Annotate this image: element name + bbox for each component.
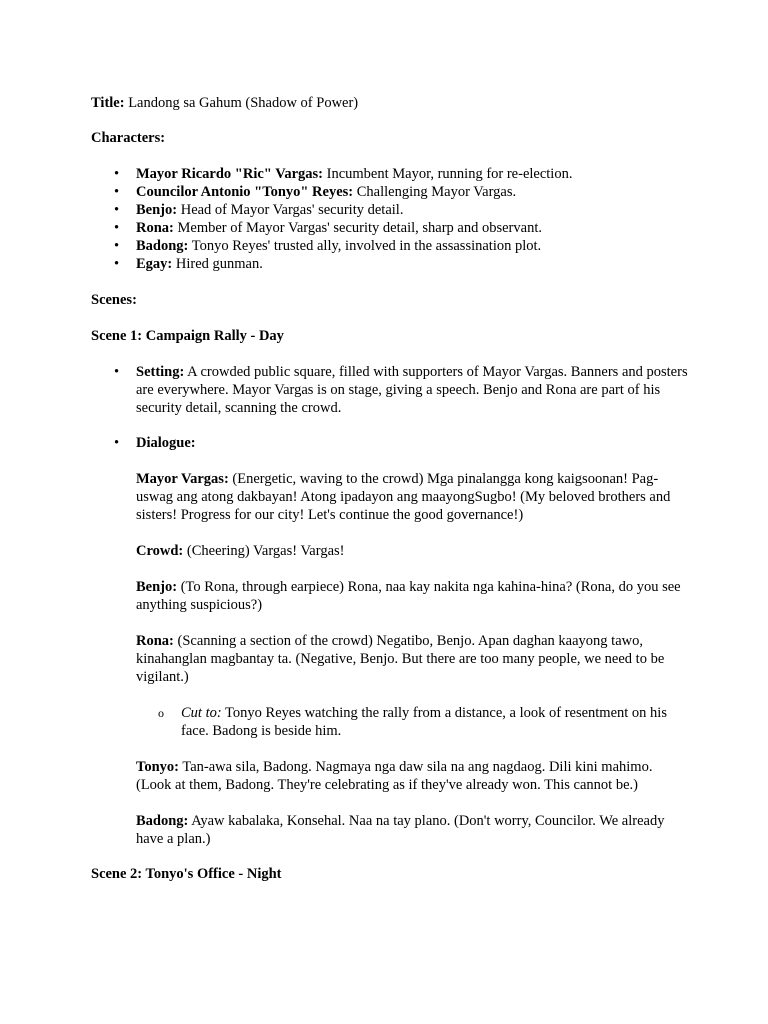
character-desc: Hired gunman.: [172, 256, 263, 272]
dialogue-line: [136, 470, 691, 524]
character-desc: Tonyo Reyes' trusted ally, involved in the assassination plot.: [188, 238, 542, 254]
character-list: [91, 165, 691, 273]
scene-1-heading: Scene 1: Campaign Rally - Day: [91, 328, 284, 344]
document-page: [91, 94, 691, 901]
character-name: Egay:: [136, 256, 173, 272]
character-name: Mayor Ricardo "Ric" Vargas:: [136, 166, 323, 182]
character-name: Councilor Antonio "Tonyo" Reyes:: [136, 184, 354, 200]
speaker: Benjo:: [136, 579, 178, 595]
title-label: Title:: [91, 95, 125, 111]
character-name: Benjo:: [136, 202, 178, 218]
setting-item: [91, 363, 691, 417]
line-text: (Cheering) Vargas! Vargas!: [183, 543, 345, 559]
speaker: Badong:: [136, 813, 189, 829]
title-value: Landong sa Gahum (Shadow of Power): [124, 95, 359, 111]
line-text: (Scanning a section of the crowd) Negatibo, Benjo. Apan daghan kaayong tawo, kinahanglan magbantay ta. (Negative, Benjo. But there are too many people, we need to be vigilant.): [136, 633, 665, 685]
character-desc: Head of Mayor Vargas' security detail.: [177, 202, 404, 218]
dialogue-line: [136, 578, 691, 614]
dialogue-item: [91, 434, 691, 848]
character-name: Badong:: [136, 238, 189, 254]
speaker: Tonyo:: [136, 759, 179, 775]
cut-to-list: [136, 704, 691, 740]
speaker: Mayor Vargas:: [136, 471, 229, 487]
line-text: Tan-awa sila, Badong. Nagmaya nga daw sila na ang nagdaog. Dili kini mahimo. (Look at them, Badong. They're celebrating as if they've already won. This cannot be.): [136, 759, 653, 793]
dialogue-line: [136, 758, 691, 794]
character-desc: Incumbent Mayor, running for re-election.: [323, 166, 573, 182]
line-text: Ayaw kabalaka, Konsehal. Naa na tay plano. (Don't worry, Councilor. We already have a plan.): [136, 813, 665, 847]
cut-to-text: Tonyo Reyes watching the rally from a distance, a look of resentment on his face. Badong is beside him.: [181, 705, 667, 739]
scene-1-list: [91, 363, 691, 848]
scenes-heading: Scenes:: [91, 292, 137, 308]
speaker: Rona:: [136, 633, 174, 649]
character-item: [91, 255, 691, 273]
dialogue-label: • Dialogue:: [136, 435, 196, 451]
character-name: Rona:: [136, 220, 174, 236]
setting-text: A crowded public square, filled with supporters of Mayor Vargas. Banners and posters are everywhere. Mayor Vargas is on stage, giving a speech. Benjo and Rona are part of his security detail, scanning the crowd.: [136, 364, 688, 416]
dialogue-line: [136, 812, 691, 848]
dialogue-line: [136, 632, 691, 686]
character-item: [91, 237, 691, 255]
line-text: (Energetic, waving to the crowd) Mga pinalangga kong kaigsoonan! Pag-uswag ang atong dakbayan! Atong ipadayon ang maayongSugbo! (My beloved brothers and sisters! Progress for our city! Let's continue the good governance!): [136, 471, 671, 523]
cut-to-item: [136, 704, 691, 740]
character-item: [91, 219, 691, 237]
character-item: [91, 165, 691, 183]
cut-to-label: Cut to:: [181, 705, 222, 721]
speaker: Crowd:: [136, 543, 184, 559]
title-line: [91, 94, 691, 112]
characters-heading: Characters:: [91, 130, 166, 146]
character-desc: Member of Mayor Vargas' security detail, sharp and observant.: [173, 220, 542, 236]
dialogue-line: [136, 542, 691, 560]
scene-2-heading: Scene 2: Tonyo's Office - Night: [91, 866, 282, 882]
line-text: (To Rona, through earpiece) Rona, naa kay nakita nga kahina-hina? (Rona, do you see anything suspicious?): [136, 579, 681, 613]
character-item: [91, 201, 691, 219]
character-item: [91, 183, 691, 201]
character-desc: Challenging Mayor Vargas.: [353, 184, 517, 200]
setting-label: Setting:: [136, 364, 185, 380]
